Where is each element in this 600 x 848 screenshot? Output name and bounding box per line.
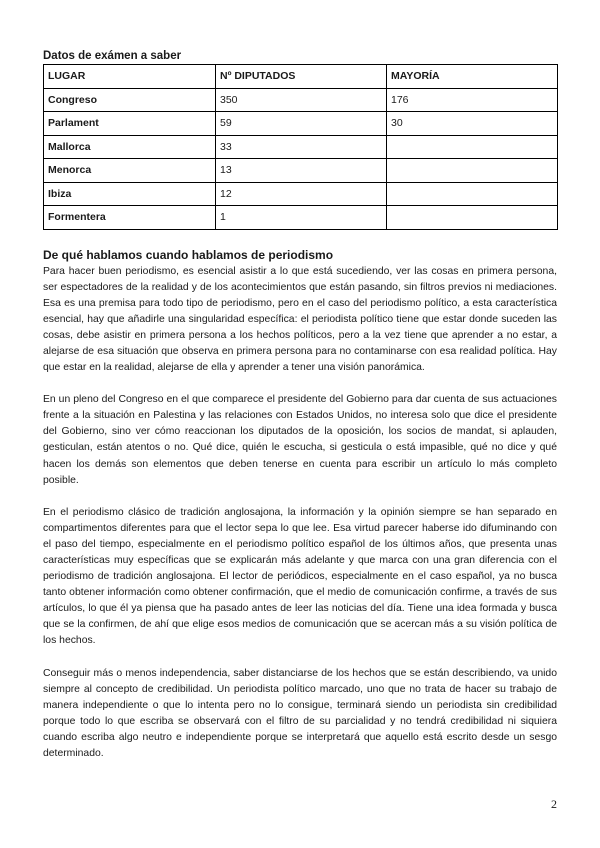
table-caption: Datos de exámen a saber	[43, 50, 182, 62]
cell-lugar: Congreso	[44, 88, 216, 112]
cell-lugar: Formentera	[44, 206, 216, 230]
table-row	[44, 88, 558, 112]
cell-mayoria	[387, 206, 558, 230]
header-diputados: Nº DIPUTADOS	[216, 65, 387, 89]
cell-diputados: 1	[216, 206, 387, 230]
table-header-row	[44, 65, 558, 89]
header-lugar: LUGAR	[44, 65, 216, 89]
paragraph: En un pleno del Congreso en el que comparece el presidente del Gobierno para dar cuenta de sus actuaciones frente a la situación en Palestina y las relaciones con Estados Unidos, no interesa solo que dice el presidente del Gobierno, sino ver cómo reaccionan los diputados de la oposición, los socios de mandat, si aplauden, gesticulan, están atentos o no. Qué dice, quién le escucha, si gesticula o está impasible, qué no dice y qué hacen los demás son elementos que deben tenerse en cuenta para escribir un artículo lo más completo posible.	[43, 394, 557, 486]
cell-mayoria	[387, 135, 558, 159]
section-title: De qué hablamos cuando hablamos de periodismo	[43, 247, 334, 262]
table-row	[44, 112, 558, 136]
cell-diputados: 33	[216, 135, 387, 159]
cell-diputados: 13	[216, 159, 387, 183]
deputies-table	[43, 64, 558, 230]
paragraph: Para hacer buen periodismo, es esencial asistir a lo que está sucediendo, ver las cosas en primera persona, ser espectadores de la realidad y de los acontecimientos que están pasando, sin filtros previos ni mediaciones. Esa es una premisa para todo tipo de periodismo, pero en el caso del periodismo político, a esta característica esencial, hay que añadirle una singularidad específica: el periodista político tiene que estar donde suceden las cosas, debe asistir en primera persona a los hechos políticos, pero a la vez tiene que aprender a no estar, a alejarse de esa situación que observa en primera persona para no contaminarse con esa realidad política. Hay que estar en la realidad, alejarse de ella y aprender a tener una visión panorámica.	[43, 265, 557, 374]
cell-lugar: Mallorca	[44, 135, 216, 159]
cell-mayoria: 30	[387, 112, 558, 136]
table-row	[44, 182, 558, 206]
paragraph: En el periodismo clásico de tradición anglosajona, la información y la opinión siempre se han separado en compartimentos diferentes para que el lector sepa lo que lee. Esa virtud parecer haberse ido difuminando con el paso del tiempo, especialmente en el periodismo político español de los últimos años, que presenta unas características muy específicas que se explicarán más adelante y que marca con una gran diferencia con el periodismo de tradición anglosajona. El lector de periódicos, especialmente en el caso español, ya no busca tanto obtener información como obtener confirmación, que el medio de comunicación confirme, a través de sus artículos, lo que él ya piensa que ha pasado antes de leer las noticias del día. Tiene una idea formada y busca que se la confirmen, de ahí que elige esos medios de comunicación que se acercan más a su visión política de los hechos.	[43, 506, 557, 647]
cell-diputados: 12	[216, 182, 387, 206]
table-row	[44, 206, 558, 230]
cell-diputados: 350	[216, 88, 387, 112]
cell-lugar: Ibiza	[44, 182, 216, 206]
header-mayoria: MAYORÍA	[387, 65, 558, 89]
paragraph: Conseguir más o menos independencia, saber distanciarse de los hechos que se están describiendo, va unido siempre al concepto de credibilidad. Un periodista político marcado, uno que no trata de hacer su trabajo de manera independiente o que lo intenta pero no lo consigue, terminará siendo un periodista sin credibilidad porque todo lo que escriba se observará con el filtro de su parcialidad y no tendrá credibilidad ni siquiera cuando escriba algo neutro e independiente porque se interpretará que aquello está escrito desde un sesgo determinado.	[43, 667, 557, 760]
cell-lugar: Parlament	[44, 112, 216, 136]
cell-mayoria	[387, 182, 558, 206]
cell-mayoria	[387, 159, 558, 183]
cell-diputados: 59	[216, 112, 387, 136]
cell-mayoria: 176	[387, 88, 558, 112]
cell-lugar: Menorca	[44, 159, 216, 183]
page-number: 2	[551, 797, 557, 811]
table-row	[44, 135, 558, 159]
document-page	[43, 50, 557, 778]
table-row	[44, 159, 558, 183]
